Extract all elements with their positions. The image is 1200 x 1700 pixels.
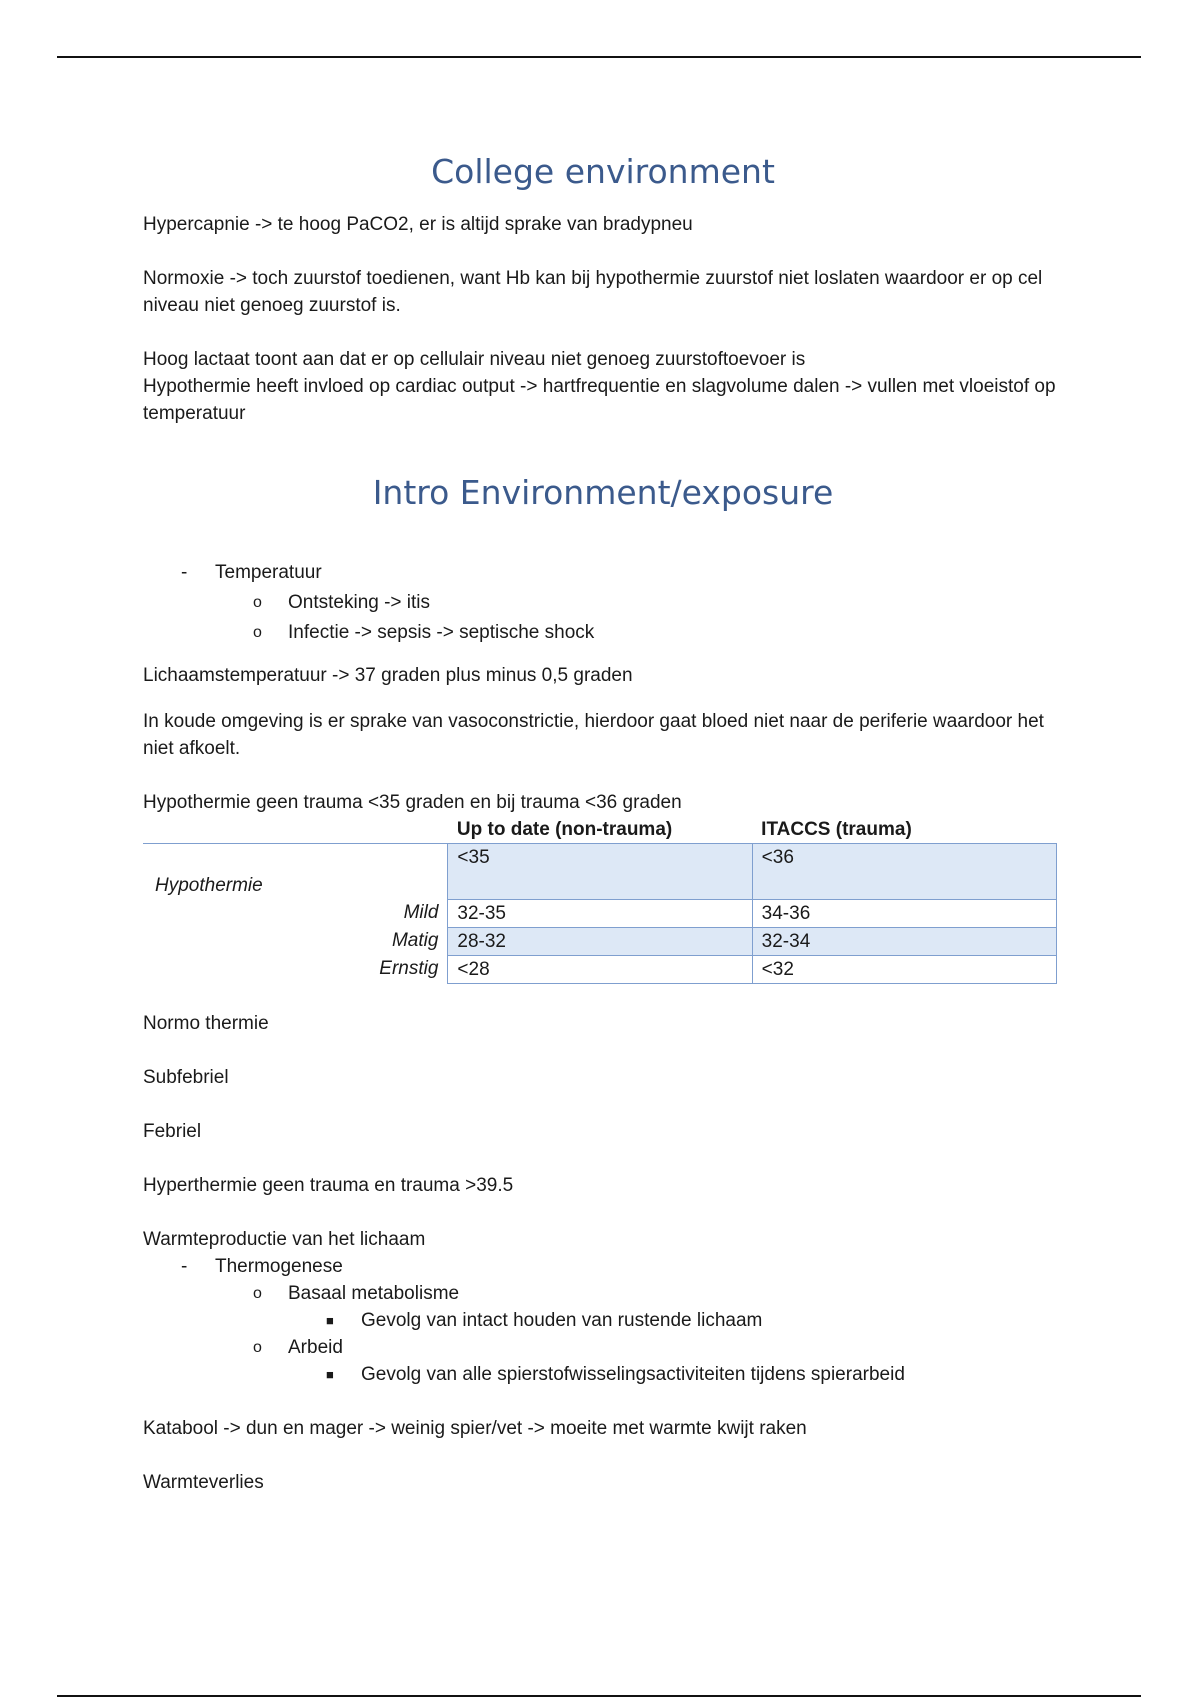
paragraph-warmteverlies: Warmteverlies [143, 1471, 264, 1493]
paragraph-katabool: Katabool -> dun en mager -> weinig spier/vet -> moeite met warmte kwijt raken [143, 1417, 807, 1439]
paragraph-hypothermie-grenzen: Hypothermie geen trauma <35 graden en bij trauma <36 graden [143, 792, 682, 813]
circle-bullet: o [253, 624, 262, 641]
heading-college-environment: College environment [431, 152, 775, 191]
footer-rule [57, 1695, 1141, 1697]
circle-bullet: o [253, 1284, 262, 1302]
list-item: o Ontsteking -> itis [143, 589, 1063, 616]
paragraph-subfebriel: Subfebriel [143, 1066, 229, 1088]
paragraph-lactaat: Hoog lactaat toont aan dat er op cellulair niveau niet genoeg zuurstoftoevoer is [143, 349, 806, 370]
paragraph-hyperthermie: Hyperthermie geen trauma en trauma >39.5 [143, 1174, 514, 1196]
paragraph-normo-thermie: Normo thermie [143, 1012, 269, 1034]
heading-intro-environment: Intro Environment/exposure [372, 473, 834, 512]
paragraph-febriel: Febriel [143, 1120, 202, 1142]
circle-bullet: o [253, 594, 262, 611]
hypothermie-table [143, 816, 1057, 984]
square-bullet: ■ [326, 1312, 334, 1328]
paragraph-normoxie: Normoxie -> toch zuurstof toedienen, want Hb kan bij hypothermie zuurstof niet loslaten waardoor er op cel niveau niet genoeg zuurstof is. [143, 268, 1043, 316]
column-header-up-to-date: Up to date (non-trauma) [456, 819, 673, 840]
list-item: ■ Gevolg van alle spierstofwisselingsactiviteiten tijdens spierarbeid [143, 1361, 1063, 1388]
dash-bullet: - [181, 1255, 188, 1277]
list-item: - Thermogenese [143, 1253, 1063, 1280]
header-rule [57, 56, 1141, 58]
list-item: o Arbeid [143, 1334, 1063, 1361]
circle-bullet: o [253, 1338, 262, 1356]
table-row: Mild 32-35 34-36 [143, 899, 1057, 927]
paragraph-warmteproductie: Warmteproductie van het lichaam [143, 1228, 426, 1250]
paragraph-koude-omgeving: In koude omgeving is er sprake van vasoconstrictie, hierdoor gaat bloed niet naar de periferie waardoor het niet afkoelt. [143, 711, 1044, 759]
list-item: o Infectie -> sepsis -> septische shock [143, 619, 1063, 646]
dash-bullet: - [181, 562, 188, 583]
paragraph-hypercapnie: Hypercapnie -> te hoog PaCO2, er is altijd sprake van bradypneu [143, 214, 693, 235]
list-item: - Temperatuur [143, 559, 1063, 586]
square-bullet: ■ [326, 1366, 334, 1382]
table-row: Ernstig <28 <32 [143, 955, 1057, 983]
column-header-itaccs: ITACCS (trauma) [761, 819, 912, 840]
paragraph-hypothermie-cardiac: Hypothermie heeft invloed op cardiac output -> hartfrequentie en slagvolume dalen -> vullen met vloeistof op temperatuur [143, 376, 1056, 424]
table-row: Hypothermie <35 <36 [143, 844, 1057, 900]
paragraph-lichaamstemperatuur: Lichaamstemperatuur -> 37 graden plus minus 0,5 graden [143, 665, 633, 686]
list-item: ■ Gevolg van intact houden van rustende lichaam [143, 1307, 1063, 1334]
document-body [143, 150, 1063, 1496]
row-group-label: Hypothermie [155, 875, 263, 896]
table-row: Matig 28-32 32-34 [143, 927, 1057, 955]
list-item: o Basaal metabolisme [143, 1280, 1063, 1307]
